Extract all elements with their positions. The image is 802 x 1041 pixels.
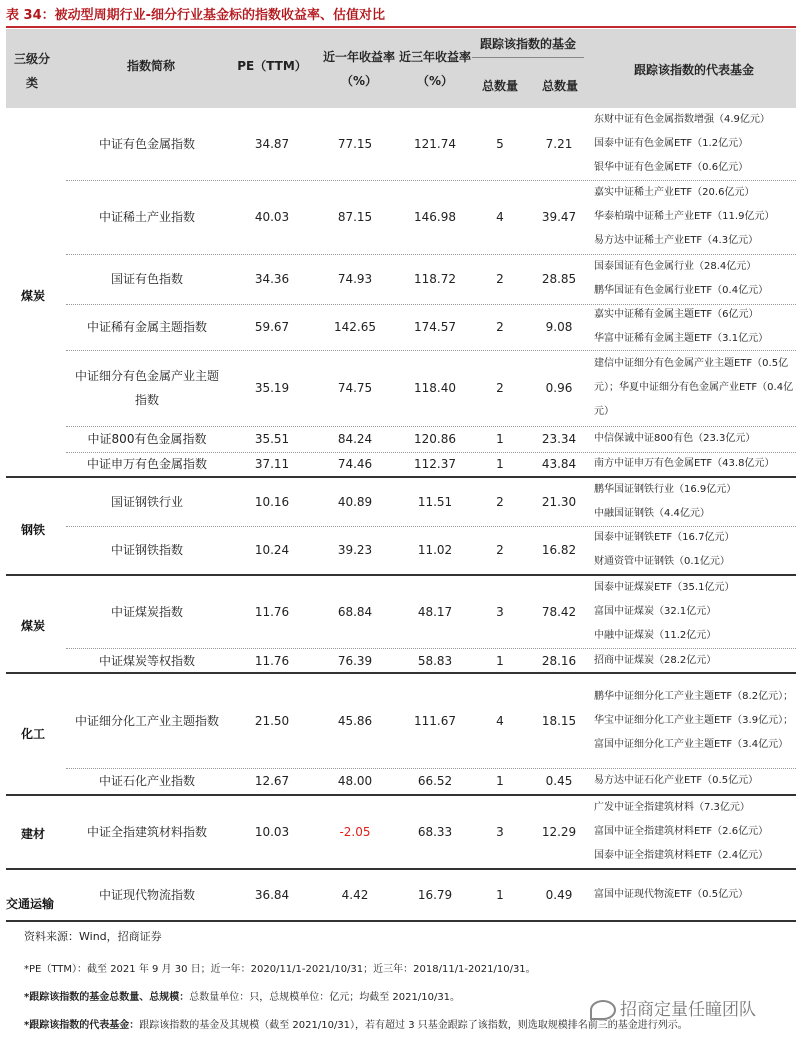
rep-funds-cell [594, 304, 794, 350]
cell-amt: 9.08 [545, 320, 573, 334]
cell-pe: 34.36 [254, 272, 290, 286]
table-row [6, 796, 796, 868]
rep-fund-item: 银华中证有色金属ETF（0.6亿元） [594, 162, 749, 173]
cell-n: 1 [496, 432, 504, 446]
cell-r1: 76.39 [337, 654, 373, 668]
rep-fund-item: 国泰中证全指建筑材料ETF（2.4亿元） [594, 850, 769, 861]
header-pe: PE（TTM） [237, 59, 307, 73]
category-label: 钢铁 [20, 523, 45, 537]
rep-fund-item: 国泰中证煤炭ETF（35.1亿元） [594, 582, 735, 593]
rep-fund-item: 鹏华中证细分化工产业主题ETF（8.2亿元）；华宝中证细分化工产业主题ETF（3.9亿元）；富国中证细分化工产业主题ETF（3.4亿元） [594, 691, 794, 750]
rep-fund-note-label: *跟踪该指数的代表基金： [24, 1020, 140, 1031]
rep-fund-item: 国泰中证钢铁ETF（16.7亿元） [594, 532, 735, 543]
cell-amt: 18.15 [541, 714, 577, 728]
cell-amt: 23.34 [541, 432, 577, 446]
cell-pe: 34.87 [254, 137, 290, 151]
table-row [6, 452, 796, 476]
header-fund-group: 跟踪该指数的基金 [479, 37, 576, 51]
cell-n: 1 [496, 888, 504, 902]
rep-funds-cell [594, 768, 794, 794]
cell-n: 1 [496, 654, 504, 668]
rep-fund-item: 嘉实中证稀土产业ETF（20.6亿元） [594, 187, 755, 198]
table-row [6, 350, 796, 426]
rep-fund-item: 鹏华国证钢铁行业（16.9亿元） [594, 484, 737, 495]
header-subrule [472, 57, 584, 58]
cell-amt: 21.30 [541, 495, 577, 509]
watermark-text: 招商定量任瞳团队 [620, 1000, 756, 1020]
rep-fund-item: 富国中证现代物流ETF（0.5亿元） [594, 889, 749, 900]
cell-r1: 39.23 [337, 543, 373, 557]
category-label: 建材 [20, 827, 45, 841]
table-row [6, 108, 796, 180]
cell-r1: -2.05 [339, 825, 371, 839]
rep-funds-cell [594, 796, 794, 868]
cell-r3: 120.86 [414, 432, 456, 446]
rep-fund-item: 中信保诚中证800有色（23.3亿元） [594, 433, 756, 444]
cell-r1: 84.24 [337, 432, 373, 446]
rep-fund-item: 易方达中证稀土产业ETF（4.3亿元） [594, 235, 759, 246]
cell-amt: 0.96 [545, 381, 573, 395]
category-label: 煤炭 [20, 289, 45, 303]
table-row [6, 304, 796, 350]
rep-fund-item: 嘉实中证稀有金属主题ETF（6亿元） [594, 309, 759, 320]
rep-fund-item: 招商中证煤炭（28.2亿元） [594, 655, 717, 666]
cell-r3: 111.67 [414, 714, 456, 728]
count-note-label: *跟踪该指数的基金总数量、总规模： [24, 992, 190, 1003]
source-note: 资料来源：Wind，招商证券 [24, 930, 162, 943]
cell-amt: 7.21 [545, 137, 573, 151]
header-rep-funds: 跟踪该指数的代表基金 [633, 63, 754, 77]
cell-name: 中证细分有色金属产业主题指数 [74, 369, 219, 407]
cell-r1: 40.89 [337, 495, 373, 509]
rep-fund-note [24, 1016, 688, 1031]
cell-name: 中证全指建筑材料指数 [86, 825, 207, 839]
cell-r1: 74.46 [337, 457, 373, 471]
rep-fund-item: 富国中证全指建筑材料ETF（2.6亿元） [594, 826, 769, 837]
cell-r3: 68.33 [417, 825, 453, 839]
cell-n: 3 [496, 825, 504, 839]
rep-funds-cell [594, 254, 794, 304]
cell-r1: 87.15 [337, 210, 373, 224]
table-header [6, 29, 796, 108]
cell-name: 中证石化产业指数 [98, 774, 195, 788]
cell-r3: 118.40 [414, 381, 456, 395]
rep-fund-item: 南方中证申万有色金属ETF（43.8亿元） [594, 458, 775, 469]
cell-r3: 146.98 [414, 210, 456, 224]
cell-pe: 35.19 [254, 381, 290, 395]
cell-n: 2 [496, 381, 504, 395]
cell-n: 2 [496, 272, 504, 286]
cell-n: 2 [496, 495, 504, 509]
category-label: 交通运输 [6, 897, 55, 911]
cell-r3: 121.74 [414, 137, 456, 151]
cell-pe: 37.11 [254, 457, 290, 471]
cell-name: 国证有色指数 [110, 272, 183, 286]
table-title: 表 34：被动型周期行业-细分行业基金标的指数收益率、估值对比 [6, 8, 386, 23]
table-row [6, 478, 796, 526]
rep-fund-item: 华泰柏瑞中证稀土产业ETF（11.9亿元） [594, 211, 775, 222]
cell-r1: 4.42 [341, 888, 369, 902]
cell-r3: 112.37 [414, 457, 456, 471]
rep-fund-item: 国泰中证有色金属ETF（1.2亿元） [594, 138, 749, 149]
rep-fund-item: 鹏华国证有色金属行业ETF（0.4亿元） [594, 285, 769, 296]
cell-amt: 16.82 [541, 543, 577, 557]
cell-amt: 12.29 [541, 825, 577, 839]
cell-name: 中证现代物流指数 [98, 888, 195, 902]
cell-n: 3 [496, 605, 504, 619]
header-return-3y: 近三年收益率（%） [398, 50, 471, 88]
rep-funds-cell [594, 674, 794, 768]
rep-fund-item: 华富中证稀有金属主题ETF（3.1亿元） [594, 333, 769, 344]
cell-n: 2 [496, 543, 504, 557]
table-row [6, 254, 796, 304]
cell-r1: 142.65 [334, 320, 376, 334]
cell-r3: 174.57 [414, 320, 456, 334]
cell-name: 中证有色金属指数 [98, 137, 195, 151]
cell-r3: 48.17 [417, 605, 453, 619]
cell-r3: 118.72 [414, 272, 456, 286]
rep-fund-item: 中融中证煤炭（11.2亿元） [594, 630, 717, 641]
cell-n: 2 [496, 320, 504, 334]
cell-pe: 10.24 [254, 543, 290, 557]
header-return-1y: 近一年收益率（%） [322, 50, 395, 88]
cell-amt: 0.45 [545, 774, 573, 788]
count-note [24, 988, 460, 1003]
table-row [6, 526, 796, 574]
cell-amt: 28.85 [541, 272, 577, 286]
table-row [6, 674, 796, 768]
cell-n: 4 [496, 210, 504, 224]
cell-pe: 11.76 [254, 654, 290, 668]
cell-r3: 66.52 [417, 774, 453, 788]
category-label: 煤炭 [20, 619, 45, 633]
cell-r1: 68.84 [337, 605, 373, 619]
cell-r3: 16.79 [417, 888, 453, 902]
cell-pe: 10.16 [254, 495, 290, 509]
rep-funds-cell [594, 576, 794, 648]
cell-pe: 59.67 [254, 320, 290, 334]
cell-r3: 11.02 [417, 543, 453, 557]
cell-pe: 36.84 [254, 888, 290, 902]
cell-pe: 11.76 [254, 605, 290, 619]
rep-funds-cell [594, 478, 794, 526]
rep-fund-item: 富国中证煤炭（32.1亿元） [594, 606, 717, 617]
title-rule [6, 26, 796, 28]
table-row [6, 648, 796, 674]
category-label: 化工 [20, 727, 45, 741]
cell-name: 中证煤炭等权指数 [98, 654, 195, 668]
cell-pe: 35.51 [254, 432, 290, 446]
table-row [6, 576, 796, 648]
cell-n: 1 [496, 457, 504, 471]
cell-pe: 12.67 [254, 774, 290, 788]
rep-funds-cell [594, 180, 794, 254]
cell-r1: 74.75 [337, 381, 373, 395]
rep-fund-item: 建信中证细分有色金属产业主题ETF（0.5亿元）；华夏中证细分有色金属产业ETF（0.4亿元） [594, 358, 794, 417]
rep-fund-item: 易方达中证石化产业ETF（0.5亿元） [594, 775, 759, 786]
rep-funds-cell [594, 452, 794, 476]
rep-fund-item: 东财中证有色金属指数增强（4.9亿元） [594, 114, 770, 125]
rep-funds-cell [594, 108, 794, 180]
table-row [6, 426, 796, 452]
cell-name: 中证稀土产业指数 [98, 210, 195, 224]
cell-r1: 45.86 [337, 714, 373, 728]
rep-funds-cell [594, 526, 794, 574]
cell-amt: 28.16 [541, 654, 577, 668]
cell-pe: 21.50 [254, 714, 290, 728]
rep-funds-cell [594, 648, 794, 674]
cell-n: 1 [496, 774, 504, 788]
header-index-name: 指数简称 [126, 59, 175, 73]
rep-fund-note-text: 跟踪该指数的基金及其规模（截至 2021/10/31），若有超过 3 只基金跟踪了该指数，则选取规模排名前三的基金进行列示。 [139, 1020, 688, 1031]
cell-name: 中证800有色金属指数 [87, 432, 207, 446]
count-note-text: 总数量单位：只，总规模单位：亿元；均截至 2021/10/31。 [189, 992, 461, 1003]
cell-n: 4 [496, 714, 504, 728]
header-category: 三级分类 [13, 52, 50, 90]
rep-funds-cell [594, 870, 794, 920]
cell-r3: 58.83 [417, 654, 453, 668]
cell-amt: 78.42 [541, 605, 577, 619]
rep-funds-cell [594, 426, 794, 452]
cell-name: 中证稀有金属主题指数 [86, 320, 207, 334]
watermark [590, 995, 756, 1020]
cell-name: 中证钢铁指数 [110, 543, 183, 557]
cell-n: 5 [496, 137, 504, 151]
rep-fund-item: 财通资管中证钢铁（0.1亿元） [594, 556, 730, 567]
table-bottom-rule [6, 920, 796, 922]
pe-note: *PE（TTM）：截至 2021 年 9 月 30 日；近一年：2020/11/1-2021/10/31；近三年：2018/11/1-2021/10/31。 [24, 964, 536, 975]
rep-funds-cell [594, 350, 794, 426]
cell-r3: 11.51 [417, 495, 453, 509]
rep-fund-item: 中融国证钢铁（4.4亿元） [594, 508, 710, 519]
table-row [6, 768, 796, 794]
cell-amt: 0.49 [545, 888, 573, 902]
cell-name: 中证申万有色金属指数 [86, 457, 207, 471]
header-fund-total: 总数量 [541, 79, 578, 93]
wechat-icon [590, 1000, 616, 1020]
cell-r1: 48.00 [337, 774, 373, 788]
cell-pe: 10.03 [254, 825, 290, 839]
cell-amt: 39.47 [541, 210, 577, 224]
cell-pe: 40.03 [254, 210, 290, 224]
header-fund-count: 总数量 [481, 79, 518, 93]
cell-amt: 43.84 [541, 457, 577, 471]
cell-name: 中证细分化工产业主题指数 [74, 714, 219, 728]
table-row [6, 180, 796, 254]
cell-r1: 77.15 [337, 137, 373, 151]
table-row [6, 870, 796, 920]
cell-r1: 74.93 [337, 272, 373, 286]
rep-fund-item: 广发中证全指建筑材料（7.3亿元） [594, 802, 750, 813]
cell-name: 中证煤炭指数 [110, 605, 183, 619]
cell-name: 国证钢铁行业 [110, 495, 183, 509]
rep-fund-item: 国泰国证有色金属行业（28.4亿元） [594, 261, 757, 272]
